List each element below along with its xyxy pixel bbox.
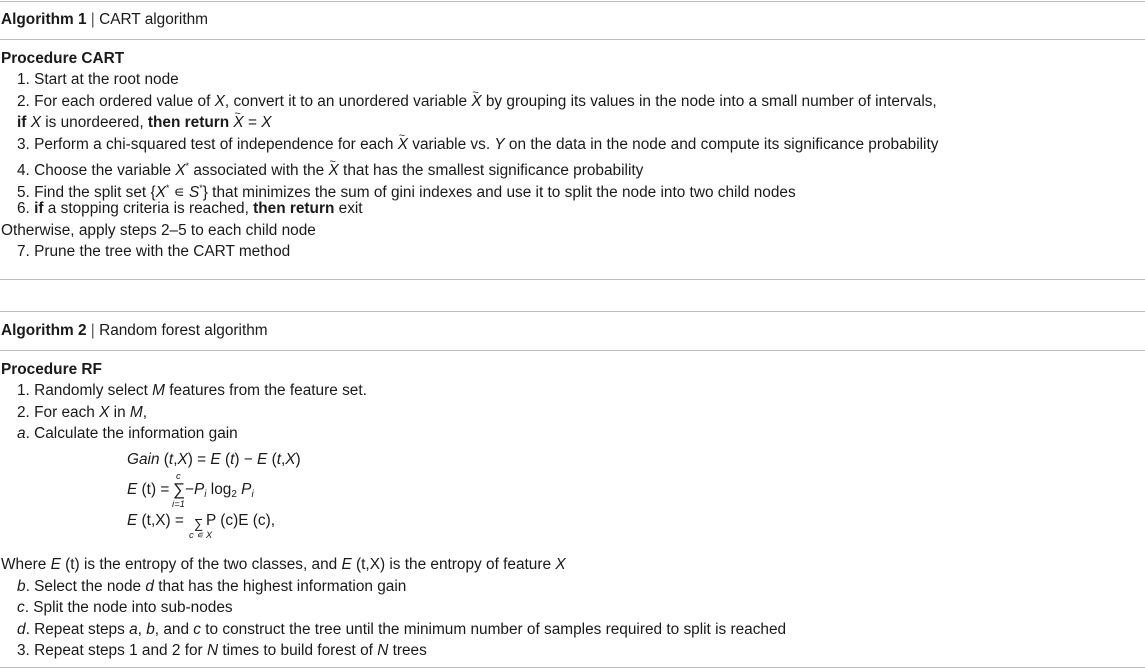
algo2-where: Where E (t) is the entropy of the two classes, and E (t,X) is the entropy of feature X	[1, 556, 566, 573]
algo1-bottom-rule	[0, 279, 1145, 280]
algo1-step2: 2. For each ordered value of X, convert it to an unordered variable ~ X by grouping its values in the node into a small number of intervals,	[17, 92, 937, 112]
algo2-header: Algorithm 2 | Random forest algorithm	[1, 322, 268, 339]
algo1-header: Algorithm 1 | CART algorithm	[1, 11, 208, 28]
algo1-title: CART algorithm	[99, 11, 208, 28]
equation-feature-entropy-rhs: P (c)E (c),	[206, 512, 275, 529]
algo2-step3: 3. Repeat steps 1 and 2 for N times to build forest of N trees	[17, 642, 427, 659]
algo2-step-c: c. Split the node into sub-nodes	[17, 599, 233, 616]
algo1-step7: 7. Prune the tree with the CART method	[17, 243, 291, 260]
algo1-step5: 5. Find the split set {X* ∊ S*} that minimizes the sum of gini indexes and use it to split the node into two child nodes	[17, 183, 796, 201]
algo1-step3: 3. Perform a chi-squared test of independence for each ~ X variable vs. Y on the data in the node and compute its significance probability	[17, 135, 938, 155]
algo1-otherwise: Otherwise, apply steps 2–5 to each child node	[1, 222, 316, 239]
algo1-step6: 6. if a stopping criteria is reached, then return exit	[17, 200, 363, 217]
equation-entropy-rhs: $-P_i$ $\log_2 P_i$	[185, 481, 254, 500]
algo2-step-b: b. Select the node d that has the highest information gain	[17, 578, 407, 595]
equation-feature-entropy: E (t,X) =	[127, 512, 184, 529]
sigma-symbol: ∑	[173, 480, 186, 499]
algo2-top-rule	[0, 311, 1145, 312]
algo2-step2: 2. For each X in M,	[17, 404, 148, 421]
algo2-bottom-rule	[0, 667, 1145, 668]
algo2-step1: 1. Randomly select M features from the feature set.	[17, 382, 367, 399]
equation-entropy: E (t) =	[127, 481, 170, 498]
sigma-bottom: i=1	[172, 499, 185, 510]
algo1-step4: 4. Choose the variable X* associated with the ~ X that has the smallest significance probability	[17, 156, 643, 181]
sigma-top: c	[176, 471, 181, 482]
algo1-header-rule	[0, 39, 1145, 40]
algo1-label: Algorithm 1	[1, 11, 87, 28]
sigma-bottom-2: c ∊ X	[189, 530, 213, 541]
algo2-label: Algorithm 2	[1, 322, 87, 339]
algo2-step-d: d. Repeat steps a, b, and c to construct the tree until the minimum number of samples required to split is reached	[17, 621, 787, 638]
algo2-header-rule	[0, 350, 1145, 351]
algo1-step1: 1. Start at the root node	[17, 71, 179, 88]
algo1-step2-cont: if X is unordeered, then return ~ X = X	[17, 113, 272, 133]
algo1-procedure: Procedure CART	[1, 50, 125, 67]
algo2-step-a: a. Calculate the information gain	[17, 425, 238, 442]
top-rule	[0, 1, 1145, 2]
algo2-title: Random forest algorithm	[99, 322, 268, 339]
sigma-symbol-2: ∑	[194, 516, 204, 531]
equation-gain: Gain (t,X) = E (t) − E (t,X)	[127, 451, 301, 468]
algo2-procedure: Procedure RF	[1, 361, 102, 378]
